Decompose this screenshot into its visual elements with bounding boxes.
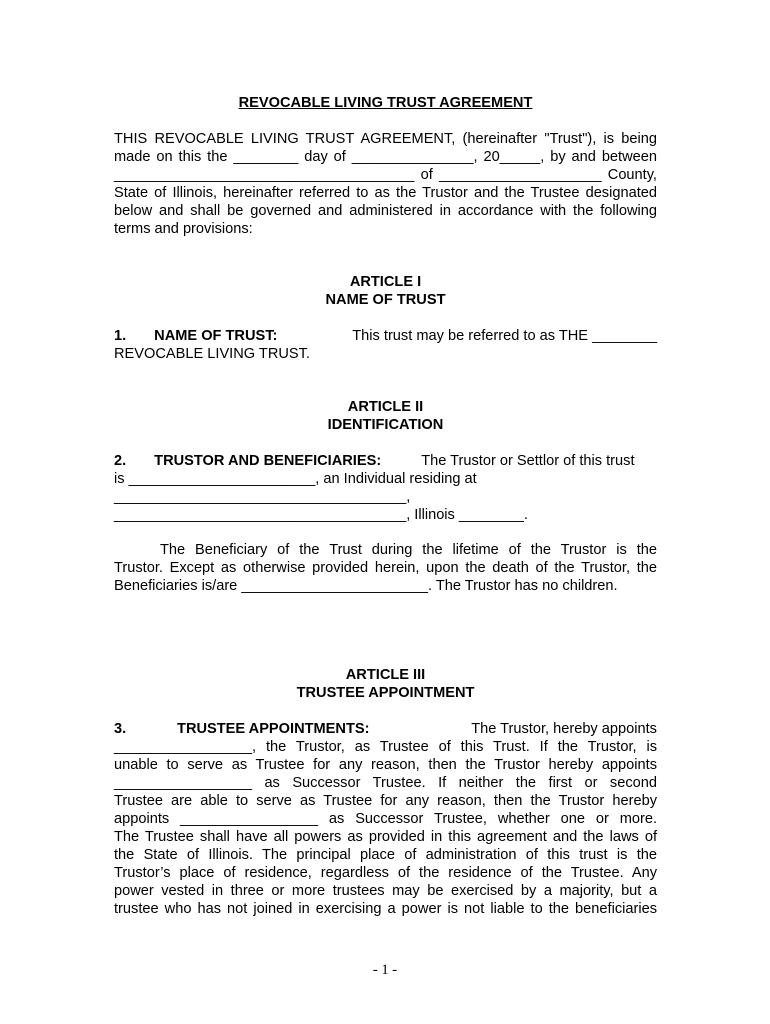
article-3-para-line-8: the State of Illinois. The principal place of administration of this trust is the bbox=[114, 847, 657, 863]
section-text: This trust may be referred to as THE ________ bbox=[352, 328, 657, 344]
article-3-para-line-5: Trustee are able to serve as Trustee for any reason, then the Trustor hereby bbox=[114, 793, 657, 809]
intro-line-6: terms and provisions: bbox=[114, 221, 253, 237]
article-3-para-line-7: The Trustee shall have all powers as provided in this agreement and the laws of bbox=[114, 829, 657, 845]
article-3-para-line-6: appoints _________________ as Successor Trustee, whether one or more. bbox=[114, 811, 657, 827]
article-3-para-line-10: power vested in three or more trustees may be exercised by a majority, but a bbox=[114, 883, 657, 899]
article-2-heading: ARTICLE II bbox=[347, 399, 424, 415]
article-2-para-line-2: is _______________________, an Individual residing at bbox=[114, 471, 477, 487]
article-2-subheading: IDENTIFICATION bbox=[327, 417, 444, 433]
article-3-para-line-1 bbox=[114, 720, 657, 738]
article-1-para-line-2: REVOCABLE LIVING TRUST. bbox=[114, 346, 310, 362]
article-1-heading: ARTICLE I bbox=[349, 274, 422, 290]
article-2-para2-line-1: The Beneficiary of the Trust during the lifetime of the Trustor is the bbox=[160, 542, 657, 558]
intro-line-5: below and shall be governed and administered in accordance with the following bbox=[114, 203, 657, 219]
article-1-subheading: NAME OF TRUST bbox=[325, 292, 446, 308]
intro-line-3: _____________________________________ of ____________________ County, bbox=[114, 167, 657, 183]
section-number: 1. bbox=[114, 328, 127, 344]
article-2-para-line-3: ____________________________________, bbox=[114, 489, 411, 505]
section-number: 2. bbox=[114, 453, 127, 469]
section-text: The Trustor, hereby appoints bbox=[471, 721, 657, 737]
article-3-para-line-2: _________________, the Trustor, as Trustee of this Trust. If the Trustor, is bbox=[114, 739, 657, 755]
section-label: TRUSTEE APPOINTMENTS: bbox=[177, 721, 370, 737]
article-3-heading: ARTICLE III bbox=[345, 667, 426, 683]
article-3-para-line-4: _________________ as Successor Trustee. If neither the first or second bbox=[114, 775, 657, 791]
article-2-para-line-4: ____________________________________, Illinois ________. bbox=[114, 507, 528, 523]
article-2-para2-line-2: Trustor. Except as otherwise provided herein, upon the death of the Trustor, the bbox=[114, 560, 657, 576]
article-2-para-line-1 bbox=[114, 452, 657, 470]
article-3-para-line-9: Trustor’s place of residence, regardless of the residence of the Trustee. Any bbox=[114, 865, 657, 881]
intro-line-1: THIS REVOCABLE LIVING TRUST AGREEMENT, (hereinafter "Trust"), is being bbox=[114, 131, 657, 147]
page-number: - 1 - bbox=[372, 962, 398, 978]
article-3-subheading: TRUSTEE APPOINTMENT bbox=[296, 685, 475, 701]
article-1-para-line-1 bbox=[114, 327, 657, 345]
intro-line-4: State of Illinois, hereinafter referred to as the Trustor and the Trustee designated bbox=[114, 185, 657, 201]
intro-line-2: made on this the ________ day of _______________, 20_____, by and between bbox=[114, 149, 657, 165]
article-2-para2-line-3: Beneficiaries is/are _______________________. The Trustor has no children. bbox=[114, 578, 618, 594]
article-3-para-line-11: trustee who has not joined in exercising a power is not liable to the beneficiaries bbox=[114, 901, 657, 917]
section-number: 3. bbox=[114, 721, 127, 737]
article-3-para-line-3: unable to serve as Trustee for any reason, then the Trustor hereby appoints bbox=[114, 757, 657, 773]
document-title: REVOCABLE LIVING TRUST AGREEMENT bbox=[238, 95, 533, 111]
section-text: The Trustor or Settlor of this trust bbox=[421, 453, 635, 469]
section-label: NAME OF TRUST: bbox=[154, 328, 278, 344]
section-label: TRUSTOR AND BENEFICIARIES: bbox=[154, 453, 382, 469]
